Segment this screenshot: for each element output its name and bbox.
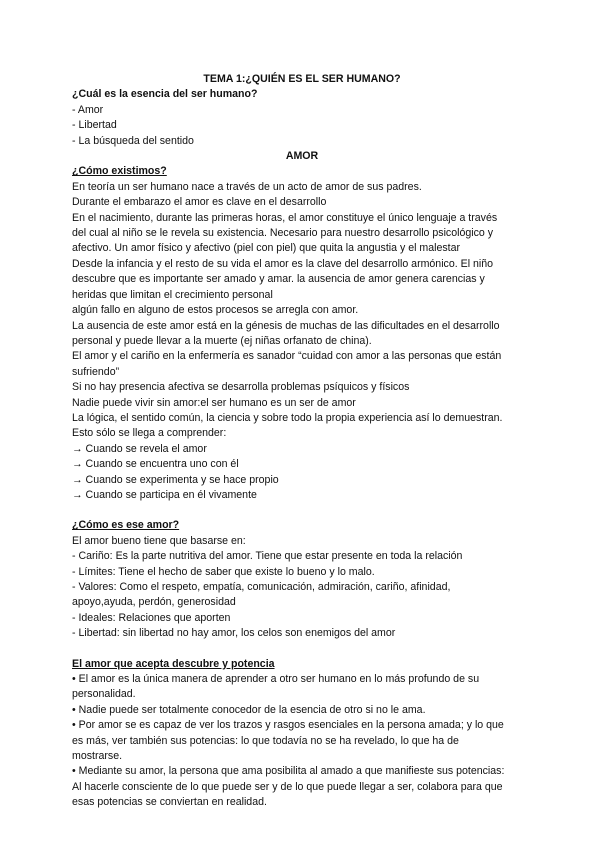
intro-item: - Amor bbox=[72, 103, 104, 116]
document-page bbox=[72, 72, 532, 811]
heading-amor-acepta-descubre-potencia: El amor que acepta descubre y potencia bbox=[72, 657, 275, 670]
intro-item: - La búsqueda del sentido bbox=[72, 134, 194, 147]
section-title-amor: AMOR bbox=[285, 150, 319, 163]
list-item: - Libertad: sin libertad no hay amor, los celos son enemigos del amor bbox=[72, 627, 396, 640]
bullet-item: esas potencias se conviertan en realidad. bbox=[72, 796, 267, 809]
intro-question: ¿Cuál es la esencia del ser humano? bbox=[72, 88, 258, 101]
bullet-item: es más, ver también sus potencias: lo que todavía no se ha revelado, lo que ha de bbox=[72, 734, 459, 747]
list-item: - Límites: Tiene el hecho de saber que existe lo bueno y lo malo. bbox=[72, 565, 375, 578]
bullet-item: personalidad. bbox=[72, 688, 136, 701]
body-line: personal y puede llevar a la muerte (ej niñas orfanato de china). bbox=[72, 334, 372, 347]
section-como-existimos-body bbox=[72, 180, 532, 504]
list-item: - Ideales: Relaciones que aporten bbox=[72, 611, 231, 624]
body-line: El amor bueno tiene que basarse en: bbox=[72, 534, 246, 547]
body-line: sufriendo” bbox=[72, 365, 120, 378]
body-line: Si no hay presencia afectiva se desarrolla problemas psíquicos y físicos bbox=[72, 381, 410, 394]
document-title: TEMA 1:¿QUIÉN ES EL SER HUMANO? bbox=[203, 73, 401, 85]
body-line: afectivo. Un amor físico y afectivo (piel con piel) que quita la angustia y el malestar bbox=[72, 242, 461, 255]
arrow-item: → Cuando se encuentra uno con él bbox=[72, 458, 239, 471]
arrow-item: → Cuando se revela el amor bbox=[72, 442, 207, 455]
body-line: En el nacimiento, durante las primeras horas, el amor constituye el único lenguaje a través bbox=[72, 211, 498, 224]
heading-como-existimos: ¿Cómo existimos? bbox=[72, 165, 167, 178]
bullet-item: • Por amor se es capaz de ver los trazos y rasgos esenciales en la persona amada; y lo que bbox=[72, 719, 504, 732]
intro-item: - Libertad bbox=[72, 119, 117, 132]
body-line: algún fallo en alguno de estos procesos se arregla con amor. bbox=[72, 304, 359, 317]
bullet-item: • El amor es la única manera de aprender a otro ser humano en lo más profundo de su bbox=[72, 673, 480, 686]
section-amor-acepta-body bbox=[72, 672, 532, 811]
body-line: Durante el embarazo el amor es clave en el desarrollo bbox=[72, 196, 327, 209]
body-line: El amor y el cariño en la enfermería es sanador “cuidad con amor a las personas que están bbox=[72, 350, 502, 363]
body-line: En teoría un ser humano nace a través de un acto de amor de sus padres. bbox=[72, 180, 422, 193]
list-item: - Valores: Como el respeto, empatía, comunicación, admiración, cariño, afinidad, bbox=[72, 581, 451, 593]
arrow-item: → Cuando se participa en él vivamente bbox=[72, 488, 257, 501]
spacer bbox=[72, 642, 532, 657]
body-line: La ausencia de este amor está en la génesis de muchas de las dificultades en el desarrollo bbox=[72, 319, 500, 332]
body-line: Esto sólo se llega a comprender: bbox=[72, 427, 227, 440]
spacer bbox=[72, 503, 532, 518]
body-line: descubre que es importante ser amado y amar. la ausencia de amor genera carencias y bbox=[72, 273, 485, 286]
heading-como-es-ese-amor: ¿Cómo es ese amor? bbox=[72, 519, 180, 532]
body-line: Desde la infancia y el resto de su vida el amor es la clave del desarrollo armónico. El niño bbox=[72, 257, 494, 270]
bullet-item: • Mediante su amor, la persona que ama posibilita al amado a que manifieste sus potencias: bbox=[72, 765, 505, 778]
body-line: La lógica, el sentido común, la ciencia y sobre todo la propia experiencia así lo demuestran. bbox=[72, 411, 503, 424]
body-line: del cual al niño se le revela su existencia. Necesario para nuestro desarrollo psicológico y bbox=[72, 227, 494, 240]
list-item: apoyo,ayuda, perdón, generosidad bbox=[72, 596, 236, 609]
body-line: heridas que limitan el crecimiento personal bbox=[72, 288, 273, 301]
bullet-item: mostrarse. bbox=[72, 750, 123, 763]
section-como-es-ese-amor-body bbox=[72, 534, 532, 642]
body-line: Nadie puede vivir sin amor:el ser humano es un ser de amor bbox=[72, 396, 356, 409]
bullet-item: Al hacerle consciente de lo que puede ser y de lo que puede llegar a ser, colabora para que bbox=[72, 780, 503, 793]
bullet-item: • Nadie puede ser totalmente conocedor de la esencia de otro si no le ama. bbox=[72, 703, 426, 716]
list-item: - Cariño: Es la parte nutritiva del amor. Tiene que estar presente en toda la relación bbox=[72, 550, 463, 563]
arrow-item: → Cuando se experimenta y se hace propio bbox=[72, 473, 279, 486]
